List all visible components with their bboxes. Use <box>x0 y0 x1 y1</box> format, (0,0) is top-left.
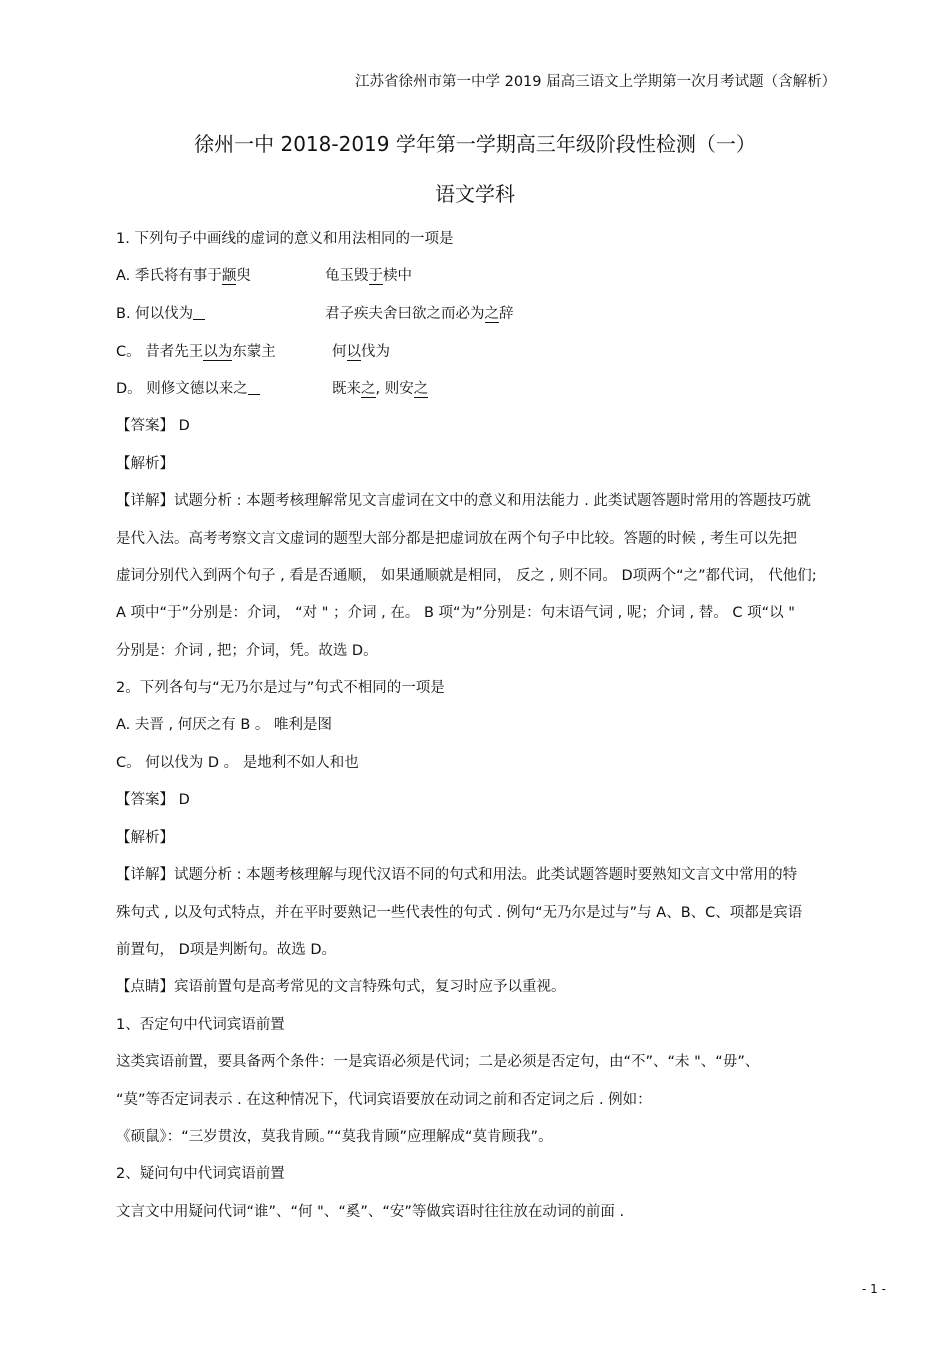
q1-detail-line-4: A 项中“于”分别是：介词， “对 " ；介词 , 在。 B 项“为”分别是：句末语气词 , 呢；介词 , 替。 C 项“以 " <box>116 605 795 621</box>
q1-option-a-rest: 臾 <box>236 268 251 284</box>
q2-point-2-title: 2、疑问句中代词宾语前置 <box>116 1166 285 1182</box>
page-subtitle: 语文学科 <box>435 182 515 206</box>
q2-point-1-line-1: 这类宾语前置，要具备两个条件：一是宾语必须是代词；二是必须是否定句，由“不”、“未 "、“毋”、 <box>116 1054 760 1070</box>
q2-detail-line-1: 【详解】试题分析 : 本题考核理解与现代汉语不同的句式和用法。此类试题答题时要熟知文言文中常用的特 <box>116 867 798 883</box>
page-number: - 1 - <box>862 1282 886 1296</box>
q1-option-c-text: C。 昔者先王 <box>116 344 204 360</box>
q1-option-c <box>116 340 276 361</box>
q1-option-a2-rest: 椟中 <box>383 268 412 284</box>
q1-option-a2-pre: 龟玉毁 <box>325 268 369 284</box>
q1-option-b-text: B. 何以伐为 <box>116 306 194 322</box>
q1-option-d2-mid: , 则安 <box>375 381 414 397</box>
q2-point-1-line-3: 《硕鼠》：“三岁贯汝，莫我肯顾。”“莫我肯顾”应理解成“莫肯顾我”。 <box>116 1129 553 1145</box>
q2-detail-line-3: 前置句， D项是判断句。故选 D。 <box>116 942 337 958</box>
q2-stem: 2。下列各句与“无乃尔是过与”句式不相同的一项是 <box>116 680 445 696</box>
q2-point-2-line-1: 文言文中用疑问代词“谁”、“何 "、“奚”、“安”等做宾语时往往放在动词的前面 . <box>116 1204 625 1220</box>
q1-option-b-blank <box>193 305 205 320</box>
q1-option-c-second <box>332 340 390 361</box>
q1-option-d-second <box>332 377 428 398</box>
q1-detail-line-1: 【详解】试题分析 : 本题考核理解常见文言虚词在文中的意义和用法能力 . 此类试题答题时常用的答题技巧就 <box>116 493 811 509</box>
q1-option-c2-pre: 何 <box>332 344 347 360</box>
q2-detail-line-2: 殊句式 , 以及句式特点，并在平时要熟记一些代表性的句式 . 例句“无乃尔是过与”与 A、B、C、项都是宾语 <box>116 905 803 921</box>
q1-option-a-text: A. 季氏将有事于 <box>116 268 222 284</box>
q1-stem: 1. 下列句子中画线的虚词的意义和用法相同的一项是 <box>116 231 454 247</box>
q1-option-d-text: D。 则修文德以来之 <box>116 381 248 397</box>
q1-option-b <box>116 302 205 323</box>
page-title: 徐州一中 2018-2019 学年第一学期高三年级阶段性检测（一） <box>194 132 756 156</box>
q2-options-cd: C。 何以伐为 D 。 是地利不如人和也 <box>116 755 359 771</box>
q1-option-b2-rest: 辞 <box>499 306 514 322</box>
q1-option-a <box>116 264 251 285</box>
q1-option-c-underlined: 以为 <box>203 344 233 360</box>
q2-dianjing: 【点睛】宾语前置句是高考常见的文言特殊句式，复习时应予以重视。 <box>116 979 566 995</box>
q2-point-1-title: 1、否定句中代词宾语前置 <box>116 1017 285 1033</box>
q2-point-1-line-2: “莫”等否定词表示 . 在这种情况下，代词宾语要放在动词之前和否定词之后 . 例如： <box>116 1092 652 1108</box>
q1-detail-line-2: 是代入法。高考考察文言文虚词的题型大部分都是把虚词放在两个句子中比较。答题的时候 , 考生可以先把 <box>116 531 797 547</box>
q1-option-d-blank <box>248 380 260 395</box>
q1-option-d <box>116 377 260 398</box>
q1-option-b-second <box>325 302 514 323</box>
q1-option-a-second <box>325 264 412 285</box>
q2-analysis-label: 【解析】 <box>116 830 174 846</box>
q1-option-a2-underlined: 于 <box>368 268 383 284</box>
q1-option-c2-underlined: 以 <box>346 344 361 360</box>
q1-option-a-underlined: 颛 <box>221 268 237 284</box>
q1-option-b2-pre: 君子疾夫舍曰欲之而必为 <box>325 306 485 322</box>
q1-option-b2-underlined: 之 <box>484 306 499 322</box>
q1-option-c-rest: 东蒙主 <box>232 344 276 360</box>
q1-detail-line-3: 虚词分别代入到两个句子 , 看是否通顺， 如果通顺就是相同， 反之 , 则不同。 D项两个“之”都代词， 代他们; <box>116 568 817 584</box>
q1-option-c2-rest: 伐为 <box>361 344 390 360</box>
running-header: 江苏省徐州市第一中学 2019 届高三语文上学期第一次月考试题（含解析） <box>355 74 837 90</box>
q1-detail-line-5: 分别是：介词 , 把；介词，凭。故选 D。 <box>116 643 378 659</box>
q1-option-d2-underlined-2: 之 <box>413 381 429 397</box>
q2-options-ab: A. 夫晋 , 何厌之有 B 。 唯利是图 <box>116 717 332 733</box>
q1-analysis-label: 【解析】 <box>116 456 174 472</box>
q1-answer: 【答案】 D <box>116 418 190 434</box>
q2-answer: 【答案】 D <box>116 792 190 808</box>
q1-option-d2-underlined: 之 <box>361 381 376 397</box>
q1-option-d2-pre: 既来 <box>332 381 361 397</box>
